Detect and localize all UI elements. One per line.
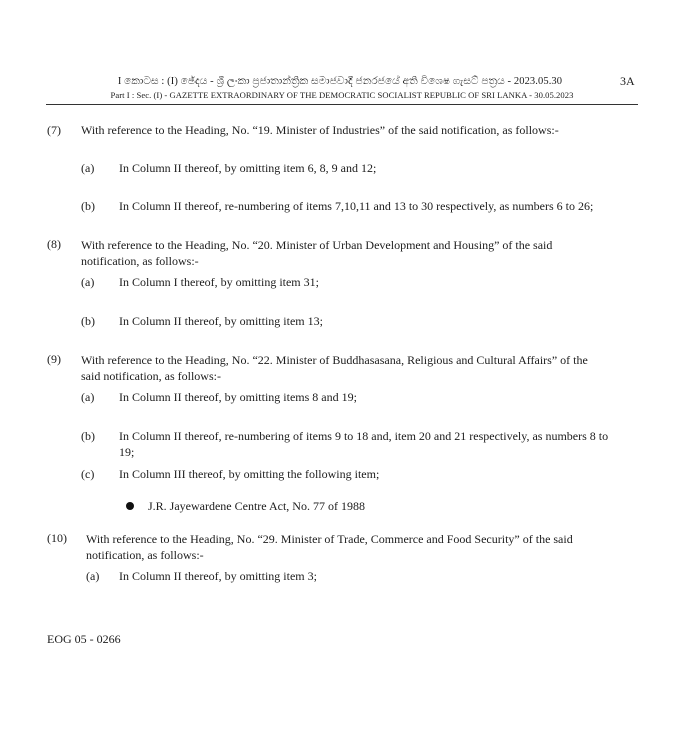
header-sinhala-title: I කොටස : (I) ඡේදය - ශ්‍රී ලංකා ප්‍රජාතාන්ත්‍රික සමාජවාදී ජනරජයේ අති විශෙෂ ගැසට් පත්‍රය - 2023.05.30 xyxy=(117,76,563,87)
bullet-icon xyxy=(126,502,134,510)
item-label: (b) xyxy=(81,199,95,213)
item-text: In Column II thereof, re-numbering of items 7,10,11 and 13 to 30 respectively, as numbers 6 to 26; xyxy=(119,199,594,213)
section-text: With reference to the Heading, No. “20. Minister of Urban Development and Housing” of the said notification, as follows:- xyxy=(81,238,553,268)
section-number: (7) xyxy=(47,123,61,137)
item-text: In Column II thereof, by omitting item 3; xyxy=(119,569,317,583)
item-text: In Column II thereof, by omitting items 8 and 19; xyxy=(119,390,357,404)
bullet-text: J.R. Jayewardene Centre Act, No. 77 of 1988 xyxy=(148,499,365,513)
section-number: (10) xyxy=(47,531,67,545)
item-text: In Column II thereof, by omitting item 13; xyxy=(119,314,323,328)
item-label: (b) xyxy=(81,429,95,443)
section-text: With reference to the Heading, No. “19. Minister of Industries” of the said notification, as follows:- xyxy=(81,123,559,137)
header-divider xyxy=(46,104,638,105)
item-label: (a) xyxy=(81,275,95,289)
section-text: With reference to the Heading, No. “22. Minister of Buddhasasana, Religious and Cultural Affairs” of the said notification, as follows:- xyxy=(81,353,588,383)
item-label: (c) xyxy=(81,467,95,481)
item-text: In Column II thereof, re-numbering of items 9 to 18 and, item 20 and 21 respectively, as numbers 8 to 19; xyxy=(119,429,609,459)
item-label: (a) xyxy=(81,390,95,404)
item-label: (b) xyxy=(81,314,95,328)
header-english-title: Part I : Sec. (I) - GAZETTE EXTRAORDINARY OF THE DEMOCRATIC SOCIALIST REPUBLIC OF SRI LANKA - 30.05.2023 xyxy=(110,90,574,100)
section-number: (8) xyxy=(47,237,61,251)
item-text: In Column I thereof, by omitting item 31; xyxy=(119,275,319,289)
footer-code: EOG 05 - 0266 xyxy=(47,632,121,646)
item-label: (a) xyxy=(81,161,95,175)
item-text: In Column II thereof, by omitting item 6, 8, 9 and 12; xyxy=(119,161,377,175)
item-text: In Column III thereof, by omitting the following item; xyxy=(119,467,380,481)
item-label: (a) xyxy=(86,569,100,583)
section-number: (9) xyxy=(47,352,61,366)
page-number: 3A xyxy=(620,74,635,88)
section-text: With reference to the Heading, No. “29. Minister of Trade, Commerce and Food Security” of the said notification, as follows:- xyxy=(86,532,573,562)
